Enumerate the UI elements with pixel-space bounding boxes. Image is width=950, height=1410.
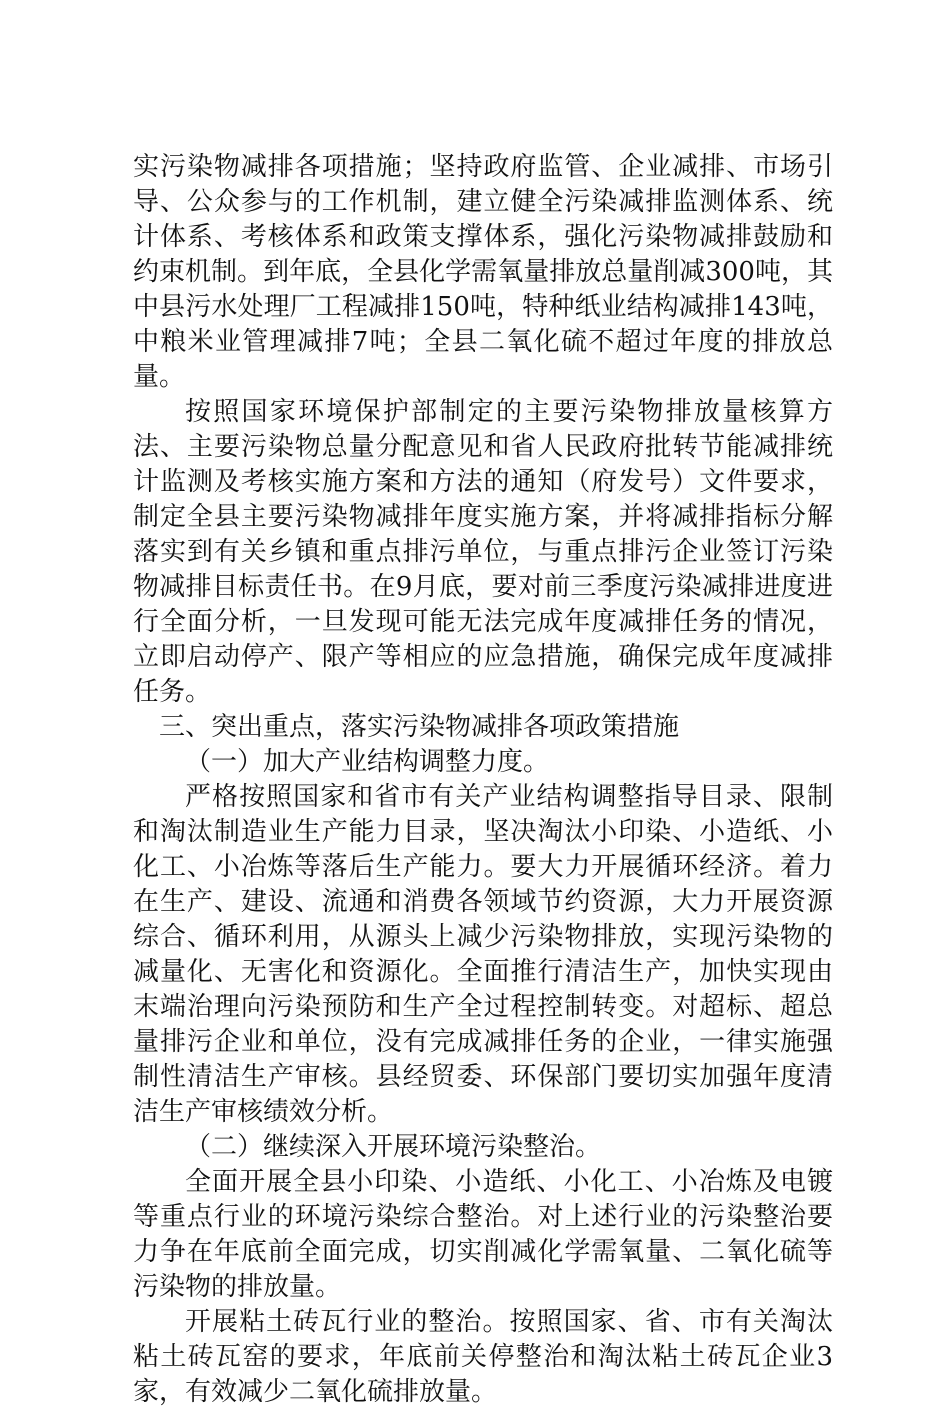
- subheading-one: （一）加大产业结构调整力度。: [185, 747, 550, 777]
- paragraph-continued: 实污染物减排各项措施；坚持政府监管、企业减排、市场引导、公众参与的工作机制，建立健全污染减排监测体系、统计体系、考核体系和政策支撑体系，强化污染物减排鼓励和约束机制。到年底，全县化学需氧量排放总量削减300吨，其中县污水处理厂工程减排150吨，特种纸业结构减排143吨，中粮米业管理减排7吨；全县二氧化硫不超过年度的排放总量。: [133, 152, 833, 392]
- paragraph-pollution-rectification: 全面开展全县小印染、小造纸、小化工、小冶炼及电镀等重点行业的环境污染综合整治。对上述行业的污染整治要力争在年底前全面完成，切实削减化学需氧量、二氧化硫等污染物的排放量。: [133, 1167, 833, 1302]
- subheading-two: （二）继续深入开展环境污染整治。: [185, 1132, 602, 1162]
- paragraph-implementation-plan: 按照国家环境保护部制定的主要污染物排放量核算方法、主要污染物总量分配意见和省人民政府批转节能减排统计监测及考核实施方案和方法的通知（府发号）文件要求，制定全县主要污染物减排年度实施方案，并将减排指标分解落实到有关乡镇和重点排污单位，与重点排污企业签订污染物减排目标责任书。在9月底，要对前三季度污染减排进度进行全面分析，一旦发现可能无法完成年度减排任务的情况，立即启动停产、限产等相应的应急措施，确保完成年度减排任务。: [133, 397, 833, 707]
- section-heading-three: 三、突出重点，落实污染物减排各项政策措施: [159, 712, 680, 742]
- document-body: [133, 150, 833, 1410]
- paragraph-brick-kiln: 开展粘土砖瓦行业的整治。按照国家、省、市有关淘汰粘土砖瓦窑的要求，年底前关停整治和淘汰粘土砖瓦企业3家，有效减少二氧化硫排放量。: [133, 1307, 833, 1407]
- paragraph-industrial-restructuring: 严格按照国家和省市有关产业结构调整指导目录、限制和淘汰制造业生产能力目录，坚决淘汰小印染、小造纸、小化工、小冶炼等落后生产能力。要大力开展循环经济。着力在生产、建设、流通和消费各领域节约资源，大力开展资源综合、循环利用，从源头上减少污染物排放，实现污染物的减量化、无害化和资源化。全面推行清洁生产，加快实现由末端治理向污染预防和生产全过程控制转变。对超标、超总量排污企业和单位，没有完成减排任务的企业，一律实施强制性清洁生产审核。县经贸委、环保部门要切实加强年度清洁生产审核绩效分析。: [133, 782, 833, 1127]
